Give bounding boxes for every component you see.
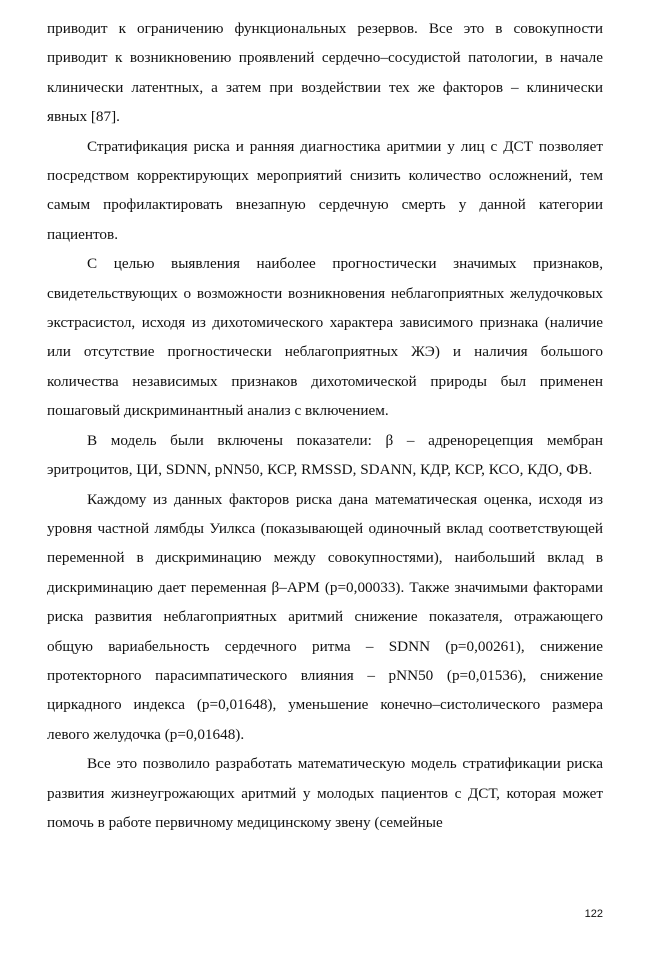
paragraph-continuation: приводит к ограничению функциональных резервов. Все это в совокупности приводит к возникновению проявлений сердечно–сосудистой патологии, в начале клинически латентных, а затем при воздействии тех же факторов – клинически явных [87]. xyxy=(47,20,603,126)
paragraph-risk-stratification: Стратификация риска и ранняя диагностика аритмии у лиц с ДСТ позволяет посредством корректирующих мероприятий снизить количество осложнений, тем самым профилактировать внезапную сердечную смерть у данной категории пациентов. xyxy=(47,137,603,243)
paragraph-model-indicators: В модель были включены показатели: β – адренорецепция мембран эритроцитов, ЦИ, SDNN, pNN50, КСР, RMSSD, SDANN, КДР, КСР, КСО, КДО, ФВ. xyxy=(47,431,603,479)
body-text xyxy=(47,14,603,837)
paragraph-conclusion: Все это позволило разработать математическую модель стратификации риска развития жизнеугрожающих аритмий у молодых пациентов с ДСТ, которая может помочь в работе первичному медицинскому звену (семейные xyxy=(47,755,603,831)
paragraph-discriminant-analysis: С целью выявления наиболее прогностически значимых признаков, свидетельствующих о возможности возникновения неблагоприятных желудочковых экстрасистол, исходя из дихотомического характера зависимого признака (наличие или отсутствие прогностически неблагоприятных ЖЭ) и наличия большого количества независимых признаков дихотомической природы был применен пошаговый дискриминантный анализ с включением. xyxy=(47,255,603,420)
page-number: 122 xyxy=(584,908,603,920)
paragraph-risk-factors: Каждому из данных факторов риска дана математическая оценка, исходя из уровня частной лямбды Уилкса (показывающей одиночный вклад соответствующей переменной в дискриминацию между совокупностями), наибольший вклад в дискриминацию дает переменная β–АРМ (p=0,00033). Также значимыми факторами риска развития неблагоприятных аритмий снижение показателя, отражающего общую вариабельность сердечного ритма – SDNN (p=0,00261), снижение протекторного парасимпатического влияния – pNN50 (p=0,01536), снижение циркадного индекса (p=0,01648), уменьшение конечно–систолического размера левого желудочка (p=0,01648). xyxy=(47,490,603,743)
